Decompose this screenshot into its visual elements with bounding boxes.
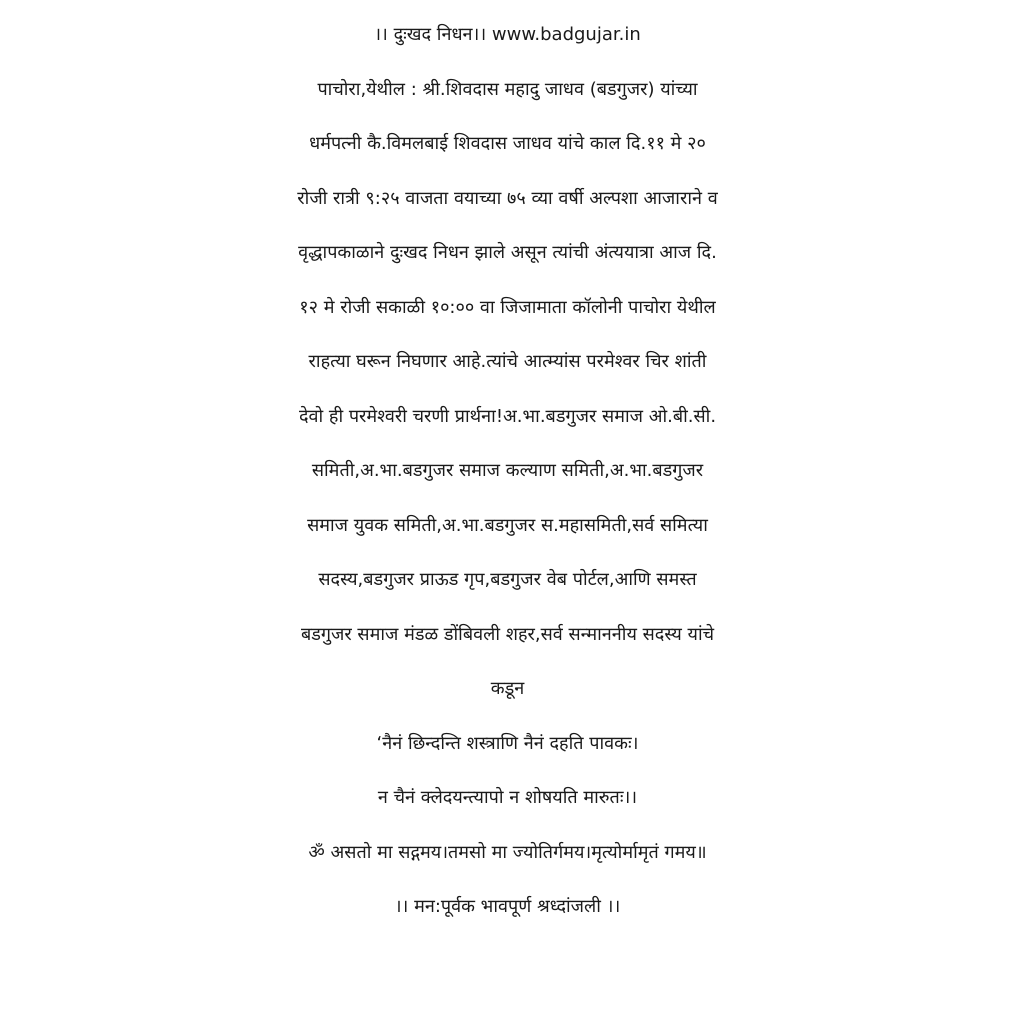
notice-line-2: धर्मपत्नी कै.विमलबाई शिवदास जाधव यांचे काल दि.११ मे २० (309, 133, 706, 154)
shloka-line-2: न चैनं क्लेदयन्त्यापो न शोषयति मारुतः।। (377, 787, 638, 808)
notice-line-11: बडगुजर समाज मंडळ डोंबिवली शहर,सर्व सन्माननीय सदस्य यांचे (300, 623, 715, 645)
notice-line-9: समाज युवक समिती,अ.भा.बडगुजर स.महासमिती,सर्व समित्या (307, 514, 708, 536)
notice-heading: ।। दुःखद निधन।। www.badgujar.in (374, 24, 641, 45)
notice-line-7: देवो ही परमेश्वरी चरणी प्रार्थना!अ.भा.बडगुजर समाज ओ.बी.सी. (298, 405, 717, 427)
notice-line-4: वृद्धापकाळाने दुःखद निधन झाले असून त्यांची अंत्ययात्रा आज दि. (298, 242, 717, 263)
notice-line-5: १२ मे रोजी सकाळी १०:०० वा जिजामाता कॉलोनी पाचोरा येथील (299, 296, 716, 318)
shloka-line-1: ‘नैनं छिन्दन्ति शस्त्राणि नैनं दहति पावकः। (376, 732, 639, 754)
notice-line-1: पाचोरा,येथील : श्री.शिवदास महादु जाधव (बडगुजर) यांच्या (317, 78, 698, 100)
notice-line-10: सदस्य,बडगुजर प्राऊड गृप,बडगुजर वेब पोर्टल,आणि समस्त (318, 569, 697, 590)
notice-line-12: कडून (490, 678, 525, 699)
tribute-line: ।। मन:पूर्वक भावपूर्ण श्रध्दांजली ।। (394, 896, 621, 917)
notice-line-3: रोजी रात्री ९:२५ वाजता वयाच्या ७५ व्या वर्षी अल्पशा आजाराने व (297, 187, 718, 209)
notice-line-6: राहत्या घरून निघणार आहे.त्यांचे आत्म्यांस परमेश्वर चिर शांती (308, 351, 707, 372)
notice-line-8: समिती,अ.भा.बडगुजर समाज कल्याण समिती,अ.भा.बडगुजर (311, 460, 704, 481)
prayer-line: ॐ असतो मा सद्गमय।तमसो मा ज्योतिर्गमय।मृत्योर्मामृतं गमय॥ (308, 841, 707, 863)
